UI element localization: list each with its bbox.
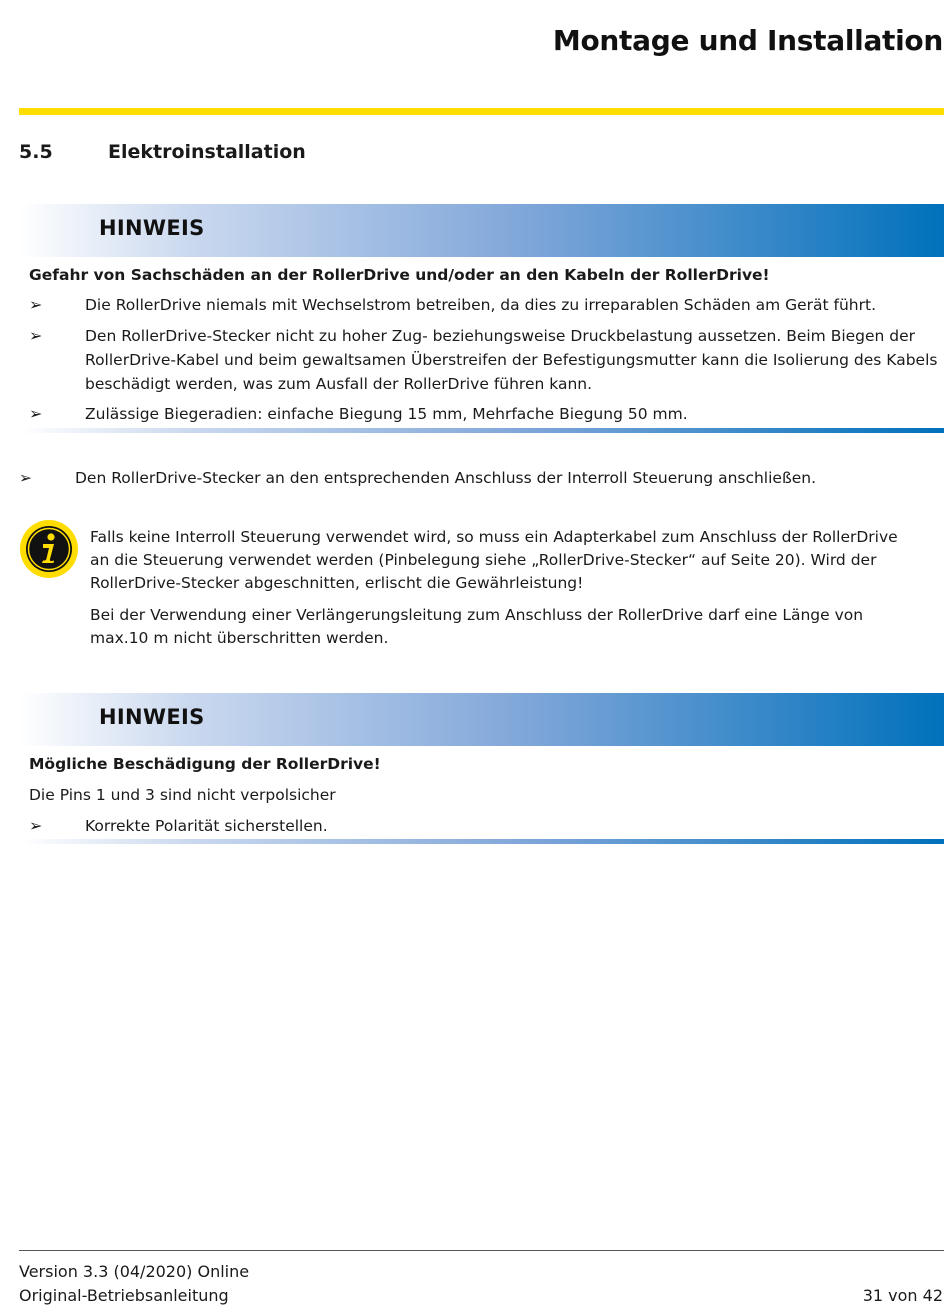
notice-headline: Mögliche Beschädigung der RollerDrive!: [29, 755, 381, 773]
bullet-text: Korrekte Polarität sicherstellen.: [85, 817, 328, 835]
section-heading: [19, 141, 306, 163]
footer-rule: [19, 1250, 944, 1251]
bullet-text: Den RollerDrive-Stecker nicht zu hoher Zug- beziehungsweise Druckbelastung aussetzen. Beim Biegen der RollerDrive-Kabel und beim gewaltsamen Überstreifen der Befestigungsmutter kann die Isolierung des Kabels beschädigt werden, was zum Ausfall der RollerDrive führen kann.: [85, 327, 938, 393]
notice-label: HINWEIS: [99, 705, 205, 729]
info-icon: [19, 519, 79, 579]
footer-doc-type: Original-Betriebsanleitung: [19, 1286, 229, 1305]
notice-banner: [19, 693, 944, 746]
arrow-bullet-icon: ➢: [29, 326, 43, 345]
section-title: Elektroinstallation: [108, 141, 306, 163]
instruction-text: Den RollerDrive-Stecker an den entsprechenden Anschluss der Interroll Steuerung anschließen.: [75, 469, 817, 487]
header-rule: [19, 108, 944, 115]
footer-version: Version 3.3 (04/2020) Online: [19, 1262, 250, 1281]
info-paragraph-2: Bei der Verwendung einer Verlängerungsleitung zum Anschluss der RollerDrive darf eine Länge von max.10 m nicht überschritten werden.: [90, 606, 864, 647]
notice-label: HINWEIS: [99, 216, 205, 240]
page-number: 31 von 42: [862, 1286, 943, 1305]
notice-headline: Gefahr von Sachschäden an der RollerDrive und/oder an den Kabeln der RollerDrive!: [29, 266, 770, 284]
arrow-bullet-icon: ➢: [29, 404, 43, 423]
notice-box-1: [19, 204, 944, 436]
arrow-bullet-icon: ➢: [29, 816, 43, 835]
arrow-bullet-icon: ➢: [29, 295, 43, 314]
notice-banner: [19, 204, 944, 257]
notice-bottom-rule: [19, 839, 944, 844]
section-number: 5.5: [19, 141, 53, 163]
bullet-text: Zulässige Biegeradien: einfache Biegung 15 mm, Mehrfache Biegung 50 mm.: [85, 405, 688, 423]
notice-text: Die Pins 1 und 3 sind nicht verpolsicher: [29, 786, 336, 804]
notice-box-2: [19, 693, 944, 845]
page-title: Montage und Installation: [552, 24, 943, 57]
notice-bottom-rule: [19, 428, 944, 433]
arrow-bullet-icon: ➢: [19, 469, 32, 487]
bullet-text: Die RollerDrive niemals mit Wechselstrom betreiben, da dies zu irreparablen Schäden am Gerät führt.: [85, 296, 876, 314]
info-paragraph-1: Falls keine Interroll Steuerung verwendet wird, so muss ein Adapterkabel zum Anschluss der RollerDrive an die Steuerung verwendet werden (Pinbelegung siehe „RollerDrive-Stecker“ auf Seite 20). Wird der RollerDrive-Stecker abgeschnitten, erlischt die Gewährleistung!: [90, 528, 898, 592]
